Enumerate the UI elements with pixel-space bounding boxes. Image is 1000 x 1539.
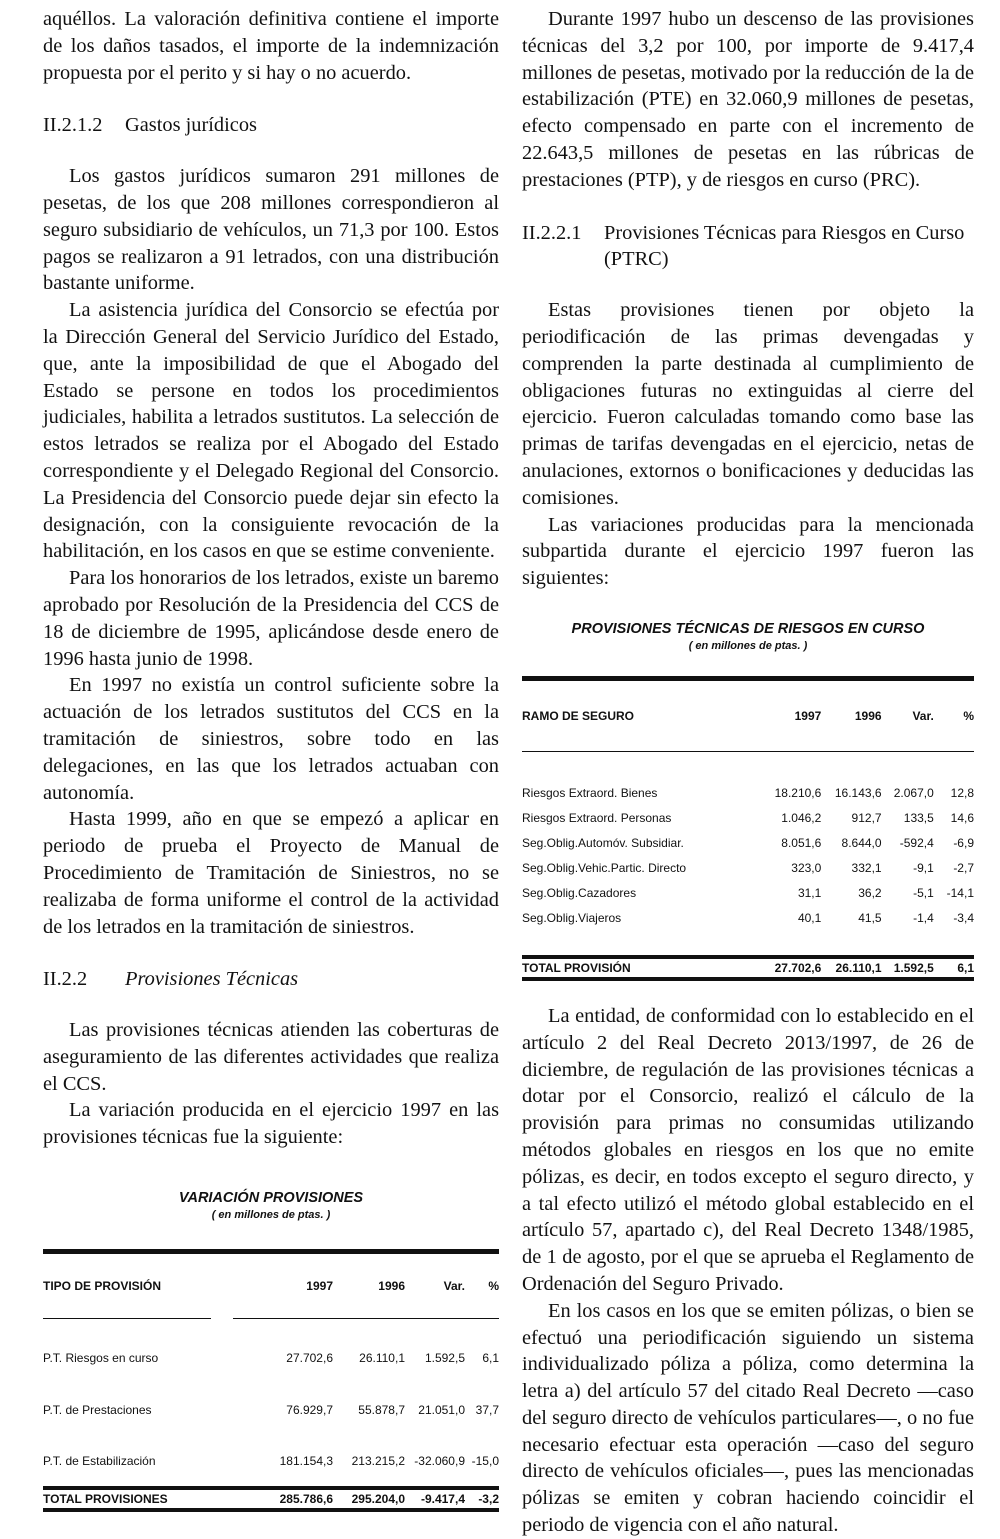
table-cell: 285.786,6: [279, 1492, 333, 1507]
data-table: [43, 1254, 499, 1512]
table-cell: P.T. de Prestaciones: [43, 1403, 152, 1418]
column-header: 1996: [854, 708, 882, 723]
table-cell: -32.060,9: [414, 1454, 465, 1469]
table-cell: -15,0: [471, 1454, 499, 1469]
table-divider-row: [522, 751, 974, 781]
column-header: %: [963, 708, 974, 723]
table-cell: 6,1: [957, 960, 974, 975]
section-number: II.2.1.2: [43, 114, 103, 137]
table-header-row: [522, 681, 974, 751]
table-row: [522, 881, 974, 906]
paragraph: aquéllos. La valoración definitiva contiene el importe de los daños tasados, el importe de la indemnización propuesta por el perito y si hay o no acuerdo.: [43, 8, 499, 84]
table-cell: 26.110,1: [835, 960, 882, 975]
table-title: PROVISIONES TÉCNICAS DE RIESGOS EN CURSO: [571, 620, 925, 637]
table-cell: 21.051,0: [418, 1403, 465, 1418]
table-cell: Riesgos Extraord. Bienes: [522, 786, 658, 801]
table-cell: 40,1: [797, 911, 822, 926]
table-cell: 8.644,0: [841, 836, 882, 851]
table-cell: 1.592,5: [424, 1351, 465, 1366]
column-header: %: [488, 1279, 499, 1294]
paragraph: En los casos en los que se emiten pólizas, o bien se efectuó una periodificación siguiendo un sistema individualizado póliza a póliza, como determina la letra a) del artículo 57 del citado Real Decreto —caso del seguro directo de vehículos particulares—, o no fue necesario efectuar esta operación —caso del seguro directo de vehículos oficiales—, pues las mencionadas pólizas se emiten y cobran haciendo coincidir el periodo de vigencia con el año natural.: [522, 1299, 974, 1537]
table-cell: -1,4: [913, 911, 934, 926]
column-header: TIPO DE PROVISIÓN: [43, 1279, 162, 1294]
column-header: 1996: [378, 1279, 405, 1294]
table-cell: 37,7: [475, 1403, 499, 1418]
table-cell: 18.210,6: [774, 786, 822, 801]
table-total-row: [522, 957, 974, 979]
table-header-row: [43, 1254, 499, 1318]
section-title: Gastos jurídicos: [125, 114, 257, 137]
table-cell: 14,6: [950, 811, 974, 826]
table-cell: 55.878,7: [358, 1403, 405, 1418]
table-cell: Seg.Oblig.Cazadores: [522, 886, 637, 901]
table-cell: 323,0: [791, 861, 822, 876]
table-subtitle: ( en millones de ptas. ): [211, 1209, 331, 1222]
column-header: Var.: [912, 708, 934, 723]
table-cell: -3,4: [953, 911, 974, 926]
table-row: [522, 856, 974, 881]
section-title: Provisiones Técnicas: [125, 968, 299, 991]
paragraph: Para los honorarios de los letrados, existe un baremo aprobado por Resolución de la Presidencia del CCS de 18 de diciembre de 1995, aplicándose desde enero de 1996 hasta junio de 1998.: [43, 567, 499, 670]
table-title: VARIACIÓN PROVISIONES: [178, 1190, 364, 1207]
paragraph: Estas provisiones tienen por objeto la periodificación de las primas devengadas y comprenden la parte destinada al cumplimiento de obligaciones futuras no extinguidas al cierre del ejercicio. Fueron calculadas tomando como base las primas de tarifas devengadas en el ejercicio, netas de anulaciones, extornos o bonificaciones y deducidas las comisiones.: [522, 299, 974, 509]
table-cell: -2,7: [953, 861, 974, 876]
table-cell: P.T. Riesgos en curso: [43, 1351, 159, 1366]
table-divider-row: [43, 1318, 499, 1332]
paragraph: La asistencia jurídica del Consorcio se efectúa por la Dirección General del Servicio Jurídico del Estado, que, ante la imposibilidad de que el Abogado del Estado se persone en todos los procedimientos judiciales, habilita a letrados sustitutos. La selección de estos letrados se realiza por el Abogado del Estado correspondiente y el Delegado Regional del Consorcio. La Presidencia del Consorcio puede dejar sin efecto la designación, con la consiguiente revocación de la habilitación, en los casos en que se estime conveniente.: [43, 299, 499, 563]
table-cell: 332,1: [851, 861, 882, 876]
table-row: [43, 1384, 499, 1436]
table-cell: Seg.Oblig.Viajeros: [522, 911, 622, 926]
paragraph: Durante 1997 hubo un descenso de las provisiones técnicas del 3,2 por 100, por importe de 9.417,4 millones de pesetas, motivado por la reducción de la de estabilización (PTE) en 32.060,9 millones de pesetas, efecto compensado en parte con el incremento de 22.643,5 millones de pesetas en las rúbricas de prestaciones (PTP), y de riesgos en curso (PRC).: [522, 8, 974, 191]
left-column: [43, 6, 499, 1512]
table-cell: -592,4: [899, 836, 934, 851]
table-cell: -5,1: [913, 886, 934, 901]
table-cell: 295.204,0: [351, 1492, 405, 1507]
section-number: II.2.2: [43, 968, 88, 991]
table-cell: 26.110,1: [359, 1351, 405, 1366]
table-cell: 2.067,0: [893, 786, 934, 801]
section-number: II.2.2.1: [522, 221, 582, 244]
table-provisiones-riesgos-en-curso: [522, 620, 974, 981]
data-table: [522, 681, 974, 981]
table-row: [522, 806, 974, 831]
paragraph: En 1997 no existía un control suficiente sobre la actuación de los letrados sustitutos del CCS en la tramitación de siniestros, sobre todo en las delegaciones, en las que los letrados actuaban con autonomía.: [43, 674, 499, 804]
table-cell: 8.051,6: [781, 836, 822, 851]
paragraph: Hasta 1999, año en que se empezó a aplicar en periodo de prueba el Proyecto de Manual de Procedimiento de Tramitación de Siniestros, no se realizaba de forma uniforme el control de la actividad de los letrados en la tramitación de siniestros.: [43, 808, 499, 938]
right-column: [522, 6, 974, 1539]
section-heading-gastos: [43, 112, 499, 139]
table-cell: -14,1: [946, 886, 974, 901]
table-cell: 16.143,6: [834, 786, 882, 801]
table-variacion-provisiones: [43, 1189, 499, 1512]
table-cell: 12,8: [950, 786, 974, 801]
table-cell: Riesgos Extraord. Personas: [522, 811, 672, 826]
table-cell: 41,5: [858, 911, 882, 926]
table-cell: 76.929,7: [286, 1403, 333, 1418]
table-cell: -9.417,4: [420, 1492, 465, 1507]
table-subtitle: ( en millones de ptas. ): [688, 639, 808, 652]
table-cell: 912,7: [851, 811, 882, 826]
section-title: Provisiones Técnicas para Riesgos en Curso (PTRC): [604, 221, 965, 271]
column-header: RAMO DE SEGURO: [522, 708, 635, 723]
paragraph: Las provisiones técnicas atienden las coberturas de aseguramiento de las diferentes actividades que realiza el CCS.: [43, 1019, 499, 1095]
paragraph: Las variaciones producidas para la mencionada subpartida durante el ejercicio 1997 fueron las siguientes:: [522, 513, 974, 590]
paragraph: La variación producida en el ejercicio 1997 en las provisiones técnicas fue la siguiente:: [43, 1099, 499, 1149]
table-cell: TOTAL PROVISIÓN: [522, 960, 631, 975]
table-cell: 27.702,6: [774, 960, 822, 975]
table-cell: 27.702,6: [286, 1351, 333, 1366]
table-cell: 1.592,5: [893, 960, 934, 975]
column-header: 1997: [794, 708, 822, 723]
table-row: [522, 906, 974, 931]
table-spacer-row: [522, 931, 974, 957]
paragraph: La entidad, de conformidad con lo establecido en el artículo 2 del Real Decreto 2013/1997, de 26 de diciembre, de regulación de las provisiones técnicas a dotar por el Consorcio, realizó el cálculo de la provisión para primas no consumidas utilizando métodos globales en riesgos en los que no emite pólizas, es decir, en todos excepto el seguro directo, y a tal efecto utilizó el método global establecido en el artículo 57, apartado c), del Real Decreto 1348/1985, de 1 de agosto, por el que se aprueba el Reglamento de Ordenación del Seguro Privado.: [522, 1004, 974, 1295]
table-cell: 133,5: [903, 811, 934, 826]
table-cell: 213.215,2: [351, 1454, 405, 1469]
section-heading-provisiones: [43, 966, 499, 993]
table-cell: 36,2: [858, 886, 882, 901]
table-cell: 6,1: [482, 1351, 499, 1366]
table-cell: P.T. de Estabilización: [43, 1454, 156, 1469]
table-cell: -9,1: [913, 861, 934, 876]
table-row: [522, 831, 974, 856]
paragraph: Los gastos jurídicos sumaron 291 millones de pesetas, de los que 208 millones correspondieron al seguro subsidiario de vehículos, un 71,3 por 100. Estos pagos se realizaron a 91 letrados, con una distribución bastante uniforme.: [43, 165, 499, 295]
table-total-row: [43, 1488, 499, 1510]
table-cell: -3,2: [478, 1492, 499, 1507]
table-cell: -6,9: [953, 836, 974, 851]
table-cell: Seg.Oblig.Automóv. Subsidiar.: [522, 836, 684, 851]
table-row: [43, 1332, 499, 1384]
table-cell: 181.154,3: [279, 1454, 333, 1469]
table-cell: 31,1: [797, 886, 822, 901]
table-row: [522, 781, 974, 806]
table-cell: TOTAL PROVISIONES: [43, 1492, 168, 1507]
column-header: Var.: [443, 1279, 465, 1294]
table-cell: 1.046,2: [781, 811, 822, 826]
table-cell: Seg.Oblig.Vehic.Partic. Directo: [522, 861, 687, 876]
table-row: [43, 1436, 499, 1488]
column-header: 1997: [306, 1279, 333, 1294]
section-heading-ptrc: [522, 220, 974, 274]
